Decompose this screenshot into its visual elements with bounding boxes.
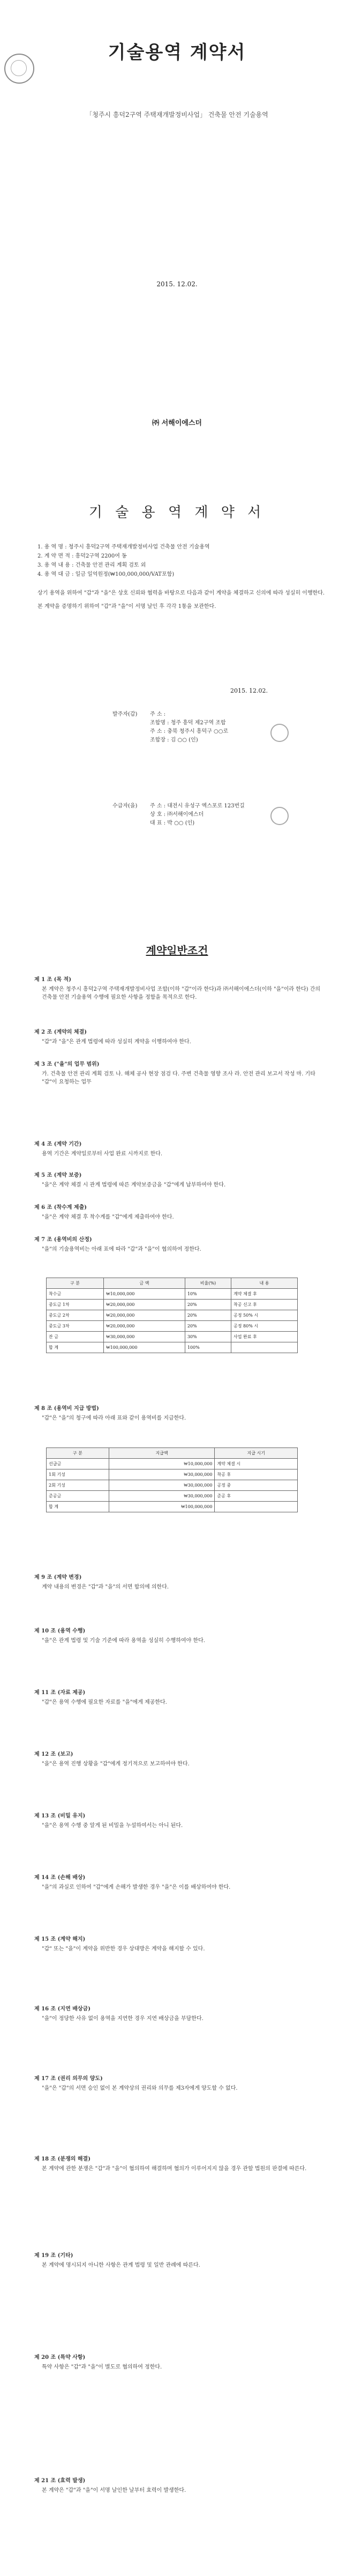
table-cell: 착공 후 [215,1469,298,1480]
article-body: "을"은 "갑"의 서면 승인 없이 본 계약상의 권리와 의무를 제3자에게 양도할 수 없다. [42,2085,238,2091]
article-heading: 제 12 조 (보고) [34,1751,73,1757]
overview-line: 4. 용 역 대 금 : 일금 일억원정(₩100,000,000/VAT포함) [37,571,175,577]
table-cell: 계약 체결 후 [231,1289,298,1300]
table-cell: 10% [185,1289,231,1300]
form-date: 2015. 12.02. [230,687,268,694]
article-body: "을"의 기술용역비는 아래 표에 따라 "갑"과 "을"이 협의하여 정한다. [42,1246,201,1252]
article-heading: 제 5 조 (계약 보증) [34,1172,82,1178]
party-a-line: 주 소 : 충북 청주시 흥덕구 ○○로 [150,729,229,734]
contract-overview [37,543,327,579]
table-cell: 준공금 [47,1491,109,1502]
article-heading: 제 17 조 (권리 의무의 양도) [34,2076,103,2082]
article-1 [34,976,323,1001]
party-a-line: 주 소 : [150,711,166,717]
article-heading: 제 21 조 (효력 발생) [34,2478,86,2484]
table-header: 비율(%) [185,1278,231,1289]
article-body: "을"은 계약 체결 후 착수계를 "갑"에게 제출하여야 한다. [42,1214,174,1220]
article-heading: 제 16 조 (지연 배상금) [34,2006,91,2012]
conditions-title: 계약일반조건 [146,944,208,957]
article-13 [34,1812,323,1830]
table-cell: ₩20,000,000 [104,1310,185,1321]
table-cell: ₩20,000,000 [104,1300,185,1310]
table-row [47,1342,298,1353]
table-header: 지급액 [109,1448,215,1459]
article-11 [34,1689,323,1706]
article-20 [34,2354,323,2371]
article-5 [34,1171,323,1189]
article-17 [34,2075,323,2092]
table-header: 구 분 [47,1448,109,1459]
article-body: 특약 사항은 "갑"과 "을"이 별도로 협의하여 정한다. [42,2364,162,2370]
table-cell: ₩30,000,000 [104,1332,185,1342]
article-body: 본 계약은 청주시 흥덕2구역 주택재개발정비사업 조합(이하 "갑"이라 한다)과 ㈜서해이에스더(이하 "을"이라 한다) 간의 건축물 안전 기술용역 수행에 필요한 사항을 정함을 목적으로 한다. [42,986,321,1000]
cover-title: 기술용역 계약서 [108,42,246,63]
overview-line: 1. 용 역 명 : 청주시 흥덕2구역 주택재개발정비사업 건축물 안전 기술용역 [37,544,210,550]
table-row [47,1321,298,1332]
table-row [47,1289,298,1300]
table-cell: ₩30,000,000 [109,1469,215,1480]
table-cell: 공정 50% 시 [231,1310,298,1321]
article-heading: 제 10 조 (용역 수행) [34,1628,86,1634]
table-cell: 중도금 1차 [47,1300,104,1310]
article-2 [34,1028,323,1046]
table-row [47,1310,298,1321]
table-header: 지급 시기 [215,1448,298,1459]
table-cell: ₩10,000,000 [104,1289,185,1300]
article-heading: 제 9 조 (계약 변경) [34,1575,82,1580]
article-12 [34,1750,323,1768]
table-cell: 공정 중 [215,1480,298,1491]
article-body: "을"은 용역 진행 상황을 "갑"에게 정기적으로 보고하여야 한다. [42,1761,190,1767]
table-cell: 합 계 [47,1342,104,1353]
table-cell: 사업 완료 후 [231,1332,298,1342]
party-b-label: 수급자(을) [112,803,138,809]
table-cell: 착공 신고 후 [231,1300,298,1310]
party-b-line: 상 호 : ㈜서해이에스더 [150,812,204,818]
table-cell: ₩100,000,000 [104,1342,185,1353]
article-4 [34,1140,323,1158]
article-9 [34,1573,323,1591]
table-cell: 20% [185,1321,231,1332]
article-6 [34,1204,323,1221]
payment-table [46,1447,298,1512]
table-header: 구 분 [47,1278,104,1289]
article-19 [34,2252,323,2269]
table-cell: 착수금 [47,1289,104,1300]
table-cell: ₩100,000,000 [109,1502,215,1512]
article-heading: 제 11 조 (자료 제공) [34,1690,86,1696]
cover-company: ㈜ 서해이에스더 [152,419,202,427]
table-cell: 잔 금 [47,1332,104,1342]
article-heading: 제 8 조 (용역비 지급 방법) [34,1406,99,1412]
table-cell: 선급금 [47,1459,109,1469]
table-row [47,1480,298,1491]
article-body: "을"은 관계 법령 및 기술 기준에 따라 용역을 성실히 수행하여야 한다. [42,1638,205,1644]
article-heading: 제 3 조 ("을"의 업무 범위) [34,1061,100,1067]
article-heading: 제 19 조 (기타) [34,2253,73,2259]
article-21 [34,2477,323,2495]
article-body: 용역 기간은 계약일로부터 사업 완료 시까지로 한다. [42,1151,163,1157]
party-a-label: 발주자(갑) [112,711,138,717]
table-header-row [47,1448,298,1459]
party-b-seal-icon [270,807,289,825]
fee-table [46,1278,298,1353]
article-16 [34,2005,323,2023]
party-a-line: 조합장 : 김 ○○ (인) [150,737,198,743]
article-body: 가. 건축물 안전 관리 계획 검토 나. 해체 공사 현장 점검 다. 주변 건축물 영향 조사 라. 안전 관리 보고서 작성 마. 기타 "갑"이 요청하는 업무 [42,1071,315,1085]
article-body: "을"은 용역 수행 중 알게 된 비밀을 누설하여서는 아니 된다. [42,1823,183,1829]
table-cell: 1회 기성 [47,1469,109,1480]
table-row [47,1332,298,1342]
article-heading: 제 7 조 (용역비의 산정) [34,1237,92,1243]
table-cell: 20% [185,1300,231,1310]
article-18 [34,2155,323,2173]
table-cell: 20% [185,1310,231,1321]
article-heading: 제 13 조 (비밀 유지) [34,1813,86,1819]
cover-subtitle: 「청주시 흥덕2구역 주택재개발정비사업」 건축물 안전 기술용역 [86,111,268,118]
article-15 [34,1935,323,1953]
article-10 [34,1627,323,1645]
table-row [47,1300,298,1310]
table-cell: 2회 기성 [47,1480,109,1491]
table-cell: ₩20,000,000 [104,1321,185,1332]
article-body: 본 계약은 "갑"과 "을"이 서명 날인한 날부터 효력이 발생한다. [42,2488,186,2493]
table-header-row [47,1278,298,1289]
article-body: "을"은 계약 체결 시 관계 법령에 따른 계약보증금을 "갑"에게 납부하여야 한다. [42,1182,226,1188]
article-heading: 제 20 조 (특약 사항) [34,2355,86,2360]
article-heading: 제 14 조 (손해 배상) [34,1875,86,1881]
table-row [47,1491,298,1502]
table-row [47,1502,298,1512]
table-cell: ₩10,000,000 [109,1459,215,1469]
party-b-line: 대 표 : 박 ○○ (인) [150,820,195,826]
article-body: "갑" 또는 "을"이 계약을 위반한 경우 상대방은 계약을 해지할 수 있다. [42,1946,205,1952]
article-heading: 제 4 조 (계약 기간) [34,1141,82,1147]
article-body: 본 계약에 명시되지 아니한 사항은 관계 법령 및 일반 관례에 따른다. [42,2262,200,2268]
table-header: 금 액 [104,1278,185,1289]
contract-preamble [37,589,327,615]
table-cell [231,1342,298,1353]
party-a-line: 조합명 : 청주 흥덕 제2구역 조합 [150,720,226,726]
table-row [47,1459,298,1469]
article-body: "갑"과 "을"은 관계 법령에 따라 성실히 계약을 이행하여야 한다. [42,1039,191,1045]
preamble-paragraph: 상기 용역을 위하여 "갑"과 "을"은 상호 신뢰와 협력을 바탕으로 다음과 같이 계약을 체결하고 신의에 따라 성실히 이행한다. [37,590,325,596]
table-cell [215,1502,298,1512]
table-row [47,1469,298,1480]
article-7 [34,1236,323,1253]
table-cell: 공정 80% 시 [231,1321,298,1332]
article-heading: 제 6 조 (착수계 제출) [34,1205,87,1211]
article-heading: 제 1 조 (목 적) [34,977,71,983]
overview-line: 2. 계 약 면 적 : 흥덕2구역 2200여 동 [37,553,127,559]
table-cell: 30% [185,1332,231,1342]
article-body: "갑"은 용역 수행에 필요한 자료를 "을"에게 제공한다. [42,1699,167,1705]
table-header: 내 용 [231,1278,298,1289]
article-3 [34,1060,323,1086]
table-cell: 100% [185,1342,231,1353]
table-cell: 준공 후 [215,1491,298,1502]
article-body: 본 계약에 관한 분쟁은 "갑"과 "을"이 협의하여 해결하며 협의가 이루어지지 않을 경우 관할 법원의 판결에 따른다. [42,2166,307,2172]
table-cell: 합 계 [47,1502,109,1512]
article-heading: 제 2 조 (계약의 체결) [34,1029,87,1035]
table-cell: ₩30,000,000 [109,1480,215,1491]
table-cell: ₩30,000,000 [109,1491,215,1502]
article-body: "을"의 과실로 인하여 "갑"에게 손해가 발생한 경우 "을"은 이를 배상하여야 한다. [42,1884,231,1890]
article-body: 계약 내용의 변경은 "갑"과 "을"의 서면 합의에 의한다. [42,1584,169,1590]
table-cell: 중도금 2차 [47,1310,104,1321]
party-b-line: 주 소 : 대전시 유성구 엑스포로 123번길 [150,803,245,809]
overview-line: 3. 용 역 내 용 : 건축물 안전 관리 계획 검토 외 [37,562,146,568]
article-8 [34,1405,323,1422]
article-body: "갑"은 "을"의 청구에 따라 아래 표와 같이 용역비를 지급한다. [42,1415,186,1421]
article-heading: 제 15 조 (계약 해지) [34,1936,86,1942]
party-a-seal-icon [270,724,289,742]
form-title: 기 술 용 역 계 약 서 [88,504,266,521]
cover-date: 2015. 12.02. [156,280,198,288]
table-cell: 계약 체결 시 [215,1459,298,1469]
preamble-paragraph: 본 계약을 증명하기 위하여 "갑"과 "을"이 서명 날인 후 각각 1통을 보관한다. [37,604,216,610]
article-body: "을"이 정당한 사유 없이 용역을 지연한 경우 지연 배상금을 부담한다. [42,2016,204,2022]
article-heading: 제 18 조 (분쟁의 해결) [34,2156,91,2162]
article-14 [34,1874,323,1891]
table-cell: 중도금 3차 [47,1321,104,1332]
